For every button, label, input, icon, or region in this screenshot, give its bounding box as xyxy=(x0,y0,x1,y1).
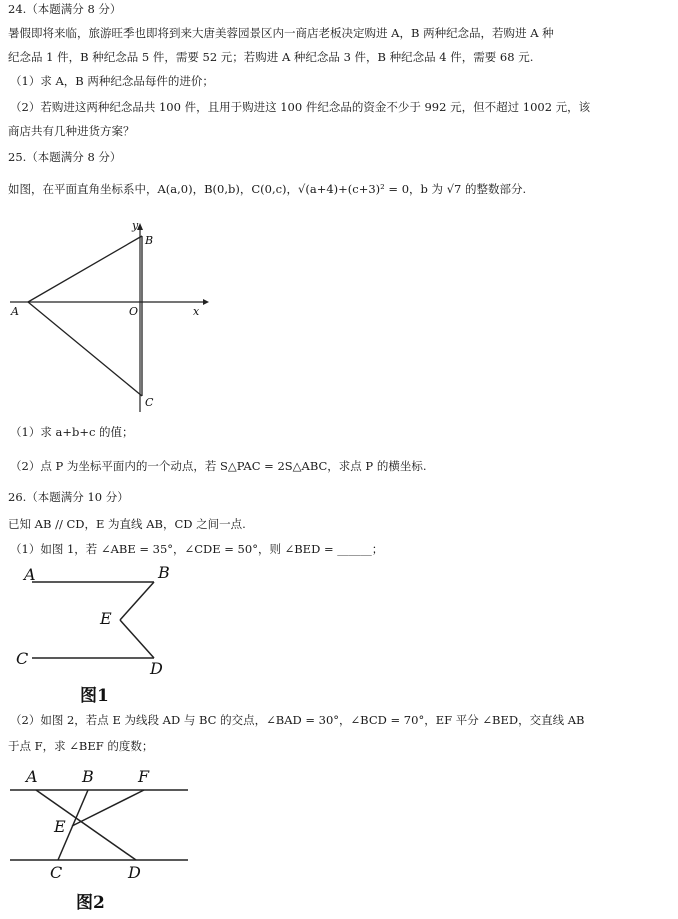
q26-part2-line2: 于点 F，求 ∠BEF 的度数； xyxy=(8,739,154,753)
q25-part2: （2）点 P 为坐标平面内的一个动点，若 S△PAC = 2S△ABC，求点 P 的横坐标. xyxy=(10,459,427,473)
q24-part1: （1）求 A，B 两种纪念品每件的进价； xyxy=(10,74,214,88)
segment-EF xyxy=(72,790,144,826)
label-A: A xyxy=(11,305,19,318)
label-O: O xyxy=(129,305,139,318)
fig2-label-E: E xyxy=(54,817,66,836)
q26-heading: 26.（本题满分 10 分） xyxy=(8,490,129,504)
q26-part2-line1: （2）如图 2，若点 E 为线段 AD 与 BC 的交点，∠BAD = 30°，∠BCD = 70°，EF 平分 ∠BED，交直线 AB xyxy=(10,713,585,727)
label-y: y xyxy=(132,219,139,232)
fig1-label-E: E xyxy=(100,609,112,628)
q24-heading: 24.（本题满分 8 分） xyxy=(8,2,122,16)
q26-text: 已知 AB // CD，E 为直线 AB，CD 之间一点. xyxy=(8,517,246,531)
segment-BE xyxy=(120,582,154,620)
q26-part1: （1）如图 1，若 ∠ABE = 35°，∠CDE = 50°，则 ∠BED = ______； xyxy=(10,542,384,556)
fig2-caption: 图2 xyxy=(76,893,105,913)
q26-figure-1 xyxy=(8,558,188,711)
q25-heading: 25.（本题满分 8 分） xyxy=(8,150,122,164)
segment-ED xyxy=(120,620,154,658)
fig2-label-C: C xyxy=(50,863,63,882)
fig1-label-C: C xyxy=(16,649,29,668)
q24-text-line2: 纪念品 1 件，B 种纪念品 5 件，需要 52 元；若购进 A 种纪念品 3 件，B 种纪念品 4 件，需要 68 元. xyxy=(8,50,534,64)
fig2-label-D: D xyxy=(128,863,141,882)
segment-AD xyxy=(36,790,136,860)
q26-figure-2 xyxy=(8,762,198,919)
q24-part2-line2: 商店共有几种进货方案？ xyxy=(8,124,135,138)
q24-text-line1: 暑假即将来临，旅游旺季也即将到来大唐美蓉园景区内一商店老板决定购进 A，B 两种纪念品，若购进 A 种 xyxy=(8,26,554,40)
q25-part1: （1）求 a+b+c 的值； xyxy=(10,425,134,439)
q25-text: 如图，在平面直角坐标系中，A(a,0)，B(0,b)，C(0,c)，√(a+4)+(c+3)² = 0，b 为 √7 的整数部分. xyxy=(8,182,527,196)
fig1-caption: 图1 xyxy=(80,686,109,706)
fig2-label-B: B xyxy=(82,767,94,786)
q25-coordinate-figure xyxy=(8,214,218,417)
q24-part2-line1: （2）若购进这两种纪念品共 100 件，且用于购进这 100 件纪念品的资金不少于 992 元，但不超过 1002 元，该 xyxy=(10,100,591,114)
label-B: B xyxy=(145,234,154,247)
fig2-label-A: A xyxy=(26,767,38,786)
fig2-label-F: F xyxy=(138,767,150,786)
fig1-label-D: D xyxy=(150,659,163,678)
label-x: x xyxy=(193,305,200,318)
label-C: C xyxy=(145,396,154,409)
fig1-label-A: A xyxy=(24,565,36,584)
fig1-label-B: B xyxy=(158,563,170,582)
